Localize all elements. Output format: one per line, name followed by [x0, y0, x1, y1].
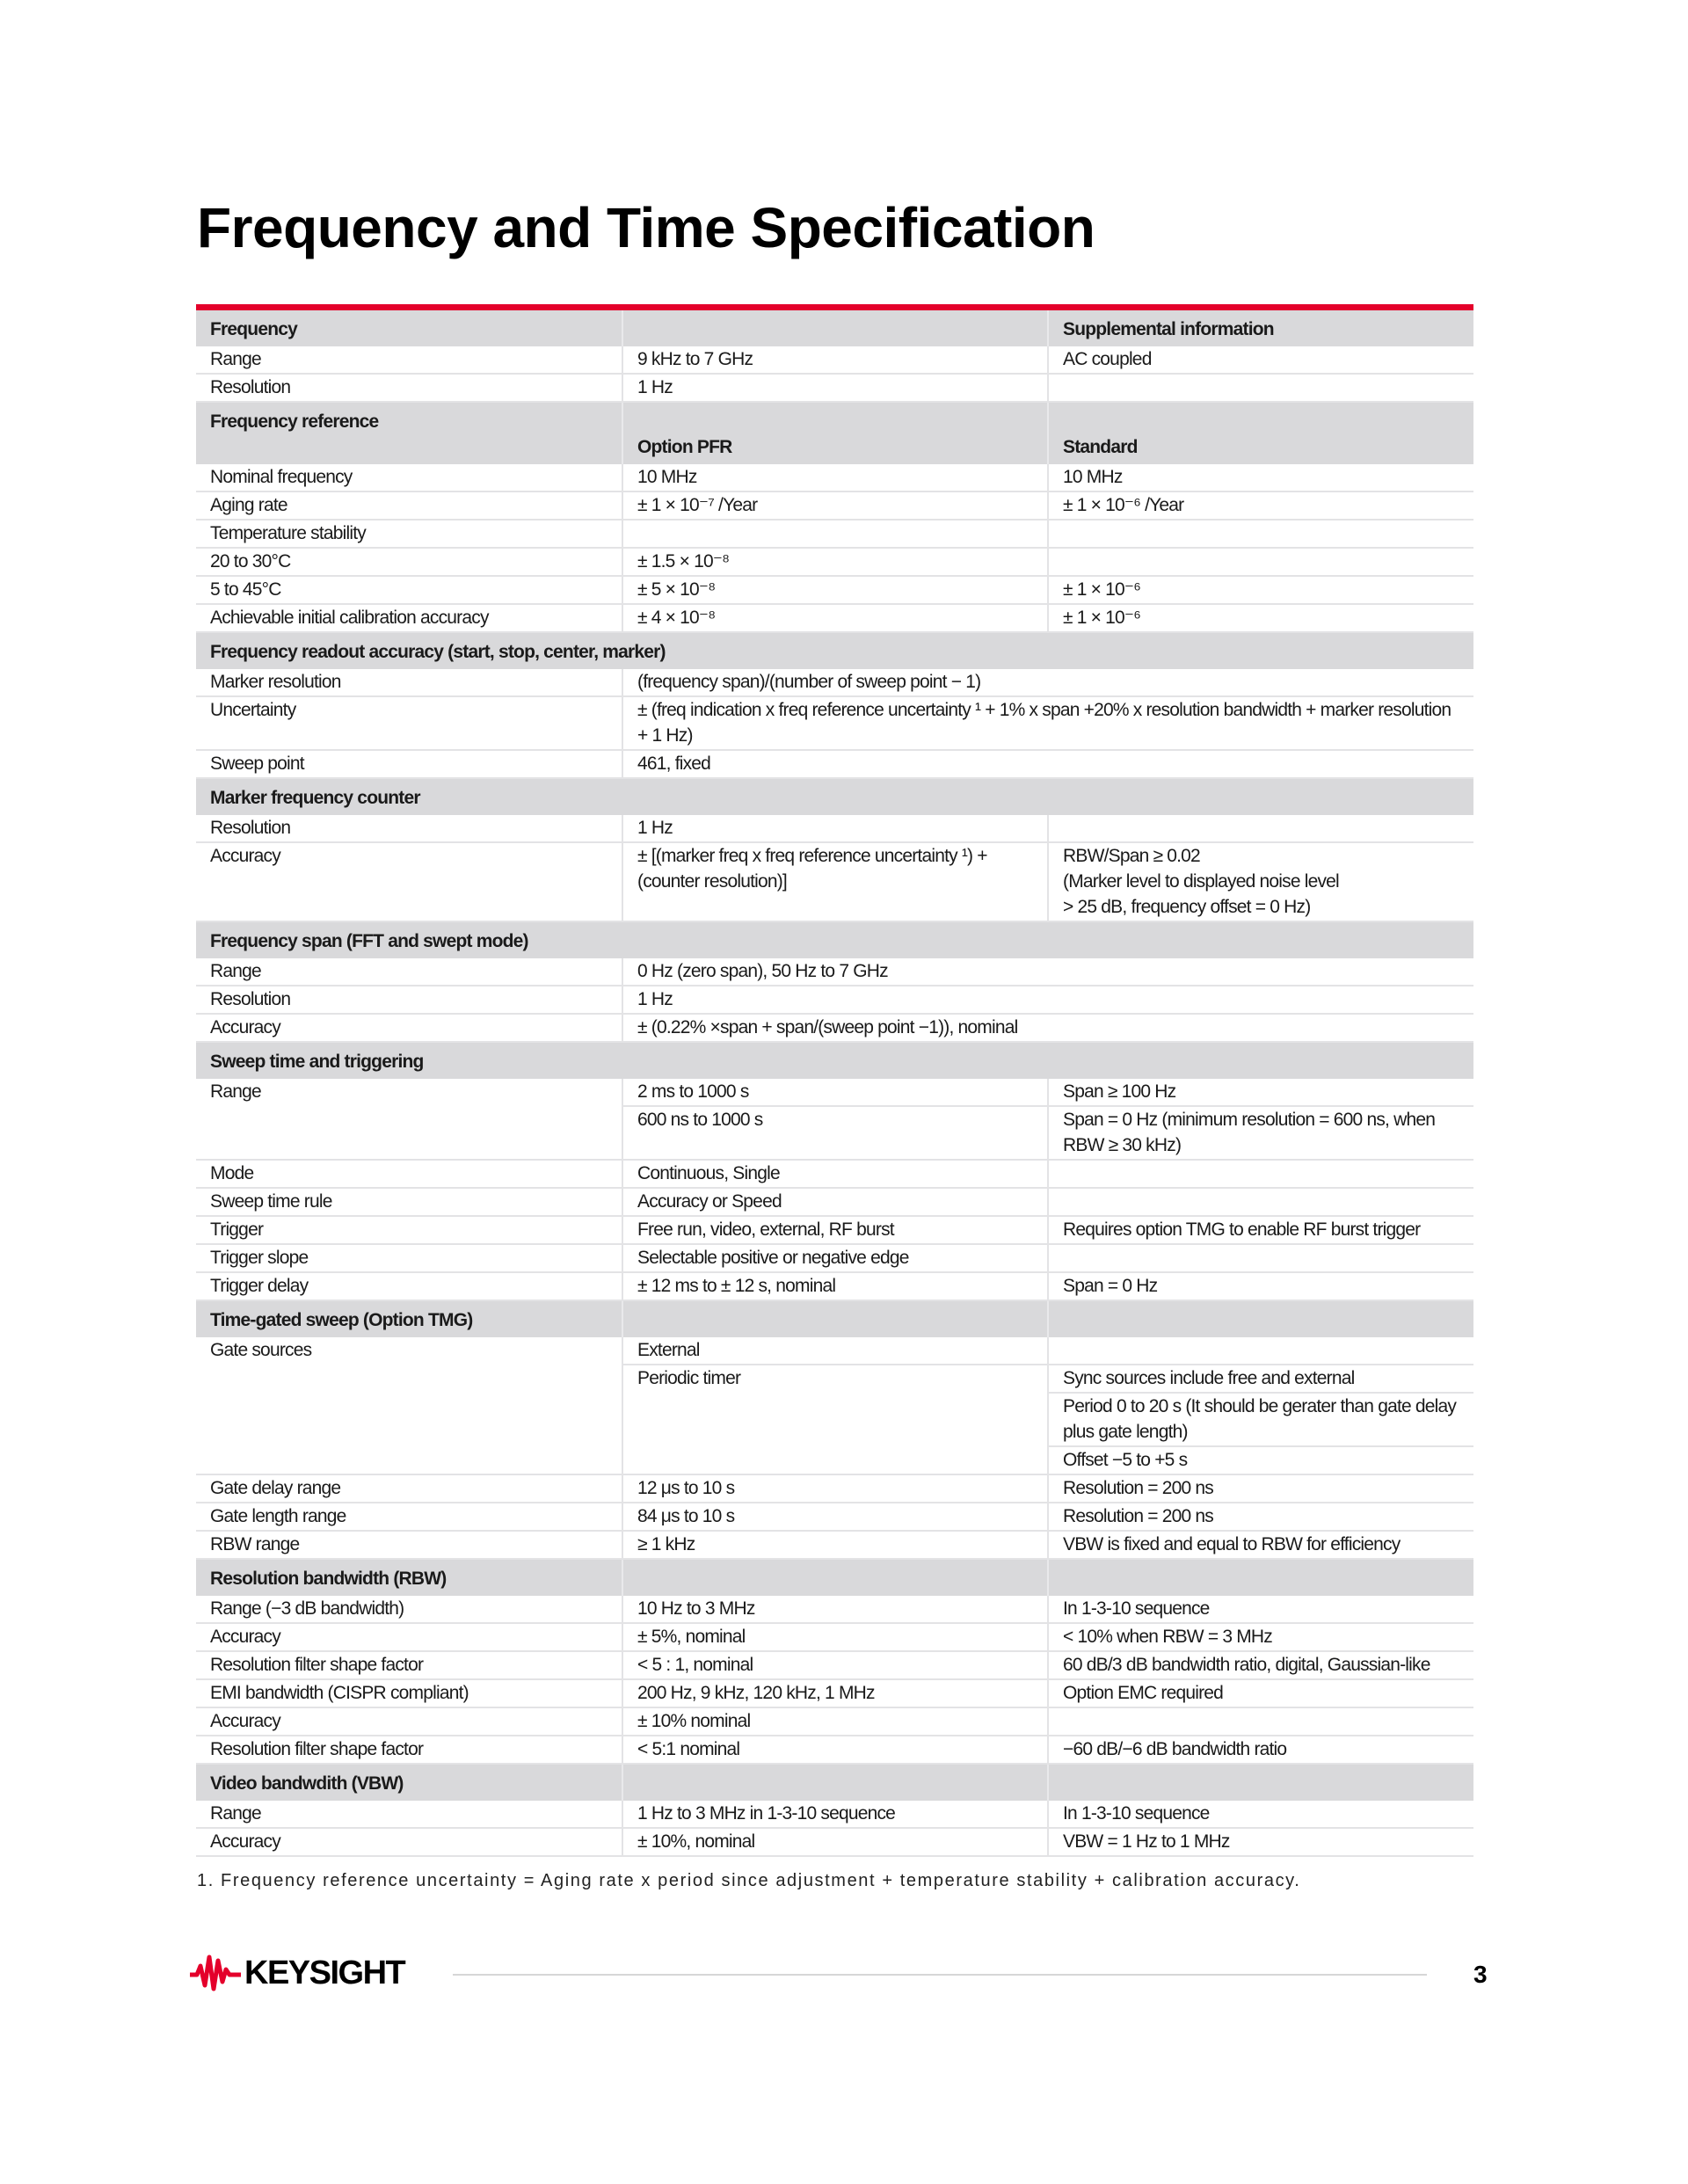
spec-value-cell: 600 ns to 1000 s — [622, 1106, 1048, 1160]
section-header-row — [196, 921, 1473, 958]
table-row — [196, 986, 1473, 1014]
spec-value-cell: ± 1 × 10⁻⁷ /Year — [622, 491, 1048, 520]
supplemental-cell — [1048, 520, 1473, 548]
supplemental-cell: Span = 0 Hz (minimum resolution = 600 ns, when RBW ≥ 30 kHz) — [1048, 1106, 1473, 1160]
supplemental-cell: Resolution = 200 ns — [1048, 1474, 1473, 1503]
table-row — [196, 1446, 1473, 1474]
spec-name-cell: Range (−3 dB bandwidth) — [196, 1596, 622, 1623]
spec-value-cell: 10 Hz to 3 MHz — [622, 1596, 1048, 1623]
supplemental-cell: In 1-3-10 sequence — [1048, 1596, 1473, 1623]
spec-value-cell: 461, fixed — [622, 750, 1473, 778]
footer-divider — [453, 1974, 1427, 1976]
spec-name-cell — [196, 1365, 622, 1393]
table-row — [196, 1707, 1473, 1736]
supplemental-cell: Requires option TMG to enable RF burst trigger — [1048, 1216, 1473, 1244]
spec-value-cell: ± 5 × 10⁻⁸ — [622, 576, 1048, 604]
section-header-row — [196, 1764, 1473, 1801]
section-header-cell: Frequency readout accuracy (start, stop, center, marker) — [196, 632, 1473, 669]
spec-value-cell: Selectable positive or negative edge — [622, 1244, 1048, 1272]
supplemental-cell: ± 1 × 10⁻⁶ /Year — [1048, 491, 1473, 520]
spec-value-cell — [622, 1446, 1048, 1474]
supplemental-cell: Sync sources include free and external — [1048, 1365, 1473, 1393]
spec-value-cell: 1 Hz — [622, 986, 1473, 1014]
supplemental-cell — [1048, 548, 1473, 576]
page-title: Frequency and Time Specification — [197, 196, 1095, 259]
table-row — [196, 576, 1473, 604]
spec-name-cell: Gate sources — [210, 1340, 312, 1360]
spec-name-cell: Aging rate — [196, 491, 622, 520]
keysight-wave-icon — [190, 1954, 241, 1992]
section-header-row — [196, 1300, 1473, 1337]
spec-name-cell: Range — [196, 1801, 622, 1828]
table-row — [196, 750, 1473, 778]
spec-name-cell: Resolution filter shape factor — [196, 1651, 622, 1679]
spec-value-cell: < 5 : 1, nominal — [622, 1651, 1048, 1679]
spec-name-cell: 20 to 30°C — [196, 548, 622, 576]
spec-name-cell: Range — [210, 1081, 261, 1102]
table-row — [196, 1337, 1473, 1365]
table-row — [196, 696, 1473, 750]
table-row — [196, 842, 1473, 921]
section-header-cell: Frequency — [196, 310, 622, 346]
spec-value-cell: Accuracy or Speed — [622, 1188, 1048, 1216]
spec-name-cell: Resolution filter shape factor — [196, 1736, 622, 1764]
spec-name-cell: Temperature stability — [196, 520, 622, 548]
table-row — [196, 1828, 1473, 1856]
table-row — [196, 1623, 1473, 1651]
supplemental-cell — [1048, 1160, 1473, 1188]
section-header-cell — [622, 1300, 1048, 1337]
spec-value-cell: ± (freq indication x freq reference uncertainty ¹ + 1% x span +20% x resolution bandwidth + marker resolution + 1 Hz) — [622, 696, 1473, 750]
spec-name-cell — [196, 1393, 622, 1446]
table-row — [196, 1365, 1473, 1393]
table-row — [196, 1679, 1473, 1707]
table-row — [196, 1474, 1473, 1503]
spec-name-cell: Accuracy — [196, 1623, 622, 1651]
page-footer — [196, 1954, 1497, 1998]
table-row — [196, 1503, 1473, 1531]
spec-name-cell: Accuracy — [196, 1707, 622, 1736]
spec-name-cell: Achievable initial calibration accuracy — [196, 604, 622, 632]
spec-name-cell: Sweep time rule — [196, 1188, 622, 1216]
spec-name-cell: Accuracy — [196, 842, 622, 921]
table-row — [196, 1216, 1473, 1244]
table-row — [196, 1244, 1473, 1272]
spec-name-cell: Trigger delay — [196, 1272, 622, 1300]
keysight-logo — [190, 1954, 404, 1992]
spec-value-cell: ± 4 × 10⁻⁸ — [622, 604, 1048, 632]
spec-value-cell: External — [622, 1337, 1048, 1365]
spec-name-cell: Trigger slope — [196, 1244, 622, 1272]
supplemental-cell — [1048, 374, 1473, 402]
spec-value-cell: ± 5%, nominal — [622, 1623, 1048, 1651]
spec-value-cell: 9 kHz to 7 GHz — [622, 346, 1048, 374]
section-header-cell: Supplemental information — [1048, 310, 1473, 346]
table-row — [196, 1736, 1473, 1764]
supplemental-cell — [1048, 1188, 1473, 1216]
supplemental-cell: 60 dB/3 dB bandwidth ratio, digital, Gaussian-like — [1048, 1651, 1473, 1679]
spec-name-cell: Nominal frequency — [196, 464, 622, 491]
supplemental-cell — [1048, 1337, 1473, 1365]
table-row — [196, 669, 1473, 696]
supplemental-cell: ± 1 × 10⁻⁶ — [1048, 604, 1473, 632]
spec-name-cell — [196, 1106, 622, 1160]
section-header-row — [196, 1559, 1473, 1596]
supplemental-cell: 10 MHz — [1048, 464, 1473, 491]
section-header-cell: Option PFR — [622, 402, 1048, 464]
supplemental-cell: ± 1 × 10⁻⁶ — [1048, 576, 1473, 604]
spec-value-cell — [622, 1393, 1048, 1446]
section-header-cell: Sweep time and triggering — [196, 1042, 1473, 1079]
spec-name-cell: EMI bandwidth (CISPR compliant) — [196, 1679, 622, 1707]
section-header-cell: Frequency span (FFT and swept mode) — [196, 921, 1473, 958]
section-header-cell — [1048, 1559, 1473, 1596]
section-header-row — [196, 310, 1473, 346]
spec-name-cell: Gate length range — [196, 1503, 622, 1531]
spec-name-cell: Marker resolution — [196, 669, 622, 696]
table-row — [196, 1651, 1473, 1679]
table-row — [196, 1531, 1473, 1559]
table-row — [196, 1393, 1473, 1446]
spec-name-cell: Trigger — [196, 1216, 622, 1244]
table-row — [196, 1106, 1473, 1160]
supplemental-cell — [1048, 815, 1473, 842]
section-header-cell — [622, 1559, 1048, 1596]
spec-name-cell: Mode — [196, 1160, 622, 1188]
table-row — [196, 1272, 1473, 1300]
table-row — [196, 374, 1473, 402]
supplemental-cell: In 1-3-10 sequence — [1048, 1801, 1473, 1828]
table-row — [196, 520, 1473, 548]
table-top-accent-bar — [196, 304, 1473, 310]
table-row — [196, 346, 1473, 374]
spec-value-cell: ± 12 ms to ± 12 s, nominal — [622, 1272, 1048, 1300]
page-number: 3 — [1473, 1961, 1488, 1988]
supplemental-cell: < 10% when RBW = 3 MHz — [1048, 1623, 1473, 1651]
supplemental-cell: Resolution = 200 ns — [1048, 1503, 1473, 1531]
section-header-cell — [622, 1764, 1048, 1801]
spec-value-cell: 0 Hz (zero span), 50 Hz to 7 GHz — [622, 958, 1473, 986]
section-header-cell: Marker frequency counter — [196, 778, 1473, 815]
supplemental-cell: VBW = 1 Hz to 1 MHz — [1048, 1828, 1473, 1856]
spec-value-cell: ± [(marker freq x freq reference uncertainty ¹) + (counter resolution)] — [622, 842, 1048, 921]
table-row — [196, 1079, 1473, 1106]
spec-value-cell: Continuous, Single — [622, 1160, 1048, 1188]
footnote: 1. Frequency reference uncertainty = Aging rate x period since adjustment + temperature stability + calibration accuracy. — [197, 1871, 1301, 1890]
table-row — [196, 958, 1473, 986]
spec-value-cell: 1 Hz — [622, 815, 1048, 842]
supplemental-cell — [1048, 1707, 1473, 1736]
section-header-row — [196, 402, 1473, 464]
table-row — [196, 1188, 1473, 1216]
spec-value-cell: 1 Hz to 3 MHz in 1-3-10 sequence — [622, 1801, 1048, 1828]
table-row — [196, 1596, 1473, 1623]
spec-name-cell: 5 to 45°C — [196, 576, 622, 604]
table-row — [196, 1801, 1473, 1828]
spec-value-cell: 200 Hz, 9 kHz, 120 kHz, 1 MHz — [622, 1679, 1048, 1707]
spec-value-cell: ± 1.5 × 10⁻⁸ — [622, 548, 1048, 576]
supplemental-cell: Period 0 to 20 s (It should be gerater than gate delay plus gate length) — [1048, 1393, 1473, 1446]
table-row — [196, 548, 1473, 576]
table-row — [196, 464, 1473, 491]
spec-name-cell: Range — [196, 346, 622, 374]
spec-value-cell: ≥ 1 kHz — [622, 1531, 1048, 1559]
section-header-cell — [622, 310, 1048, 346]
section-header-row — [196, 1042, 1473, 1079]
supplemental-cell: Offset −5 to +5 s — [1048, 1446, 1473, 1474]
spec-name-cell: Gate delay range — [196, 1474, 622, 1503]
spec-value-cell: (frequency span)/(number of sweep point − 1) — [622, 669, 1473, 696]
spec-name-cell: Sweep point — [196, 750, 622, 778]
supplemental-cell — [1048, 1244, 1473, 1272]
spec-name-cell: Accuracy — [196, 1014, 622, 1042]
spec-value-cell: ± 10% nominal — [622, 1707, 1048, 1736]
spec-value-cell — [622, 520, 1048, 548]
spec-value-cell: 1 Hz — [622, 374, 1048, 402]
table-row — [196, 604, 1473, 632]
spec-name-cell: Resolution — [196, 986, 622, 1014]
spec-name-cell: RBW range — [196, 1531, 622, 1559]
section-header-cell — [1048, 1300, 1473, 1337]
spec-value-cell: ± (0.22% ×span + span/(sweep point −1)), nominal — [622, 1014, 1473, 1042]
spec-name-cell: Range — [196, 958, 622, 986]
section-header-row — [196, 778, 1473, 815]
table-row — [196, 1014, 1473, 1042]
spec-name-cell: Resolution — [196, 815, 622, 842]
section-header-cell: Standard — [1048, 402, 1473, 464]
section-header-cell — [1048, 1764, 1473, 1801]
table-row — [196, 815, 1473, 842]
supplemental-cell: VBW is fixed and equal to RBW for efficiency — [1048, 1531, 1473, 1559]
section-header-cell: Video bandwdith (VBW) — [196, 1764, 622, 1801]
spec-value-cell: 12 μs to 10 s — [622, 1474, 1048, 1503]
section-header-cell: Time-gated sweep (Option TMG) — [196, 1300, 622, 1337]
spec-value-cell: 84 μs to 10 s — [622, 1503, 1048, 1531]
spec-name-cell: Uncertainty — [196, 696, 622, 750]
spec-value-cell: ± 10%, nominal — [622, 1828, 1048, 1856]
spec-name-cell: Resolution — [196, 374, 622, 402]
section-header-row — [196, 632, 1473, 669]
spec-table — [196, 310, 1473, 1857]
spec-value-cell: 10 MHz — [622, 464, 1048, 491]
spec-value-cell: Free run, video, external, RF burst — [622, 1216, 1048, 1244]
table-row — [196, 1160, 1473, 1188]
supplemental-cell: AC coupled — [1048, 346, 1473, 374]
supplemental-cell: Span = 0 Hz — [1048, 1272, 1473, 1300]
supplemental-cell: Option EMC required — [1048, 1679, 1473, 1707]
logo-text: KEYSIGHT — [244, 1954, 405, 1991]
spec-value-cell: 2 ms to 1000 s — [622, 1079, 1048, 1106]
section-header-cell: Frequency reference — [196, 402, 622, 464]
supplemental-cell: −60 dB/−6 dB bandwidth ratio — [1048, 1736, 1473, 1764]
spec-value-cell: < 5:1 nominal — [622, 1736, 1048, 1764]
supplemental-cell: Span ≥ 100 Hz — [1048, 1079, 1473, 1106]
table-row — [196, 491, 1473, 520]
spec-value-cell: Periodic timer — [622, 1365, 1048, 1393]
supplemental-cell: RBW/Span ≥ 0.02 (Marker level to displayed noise level > 25 dB, frequency offset = 0 Hz) — [1048, 842, 1473, 921]
spec-name-cell: Accuracy — [196, 1828, 622, 1856]
spec-name-cell — [196, 1446, 622, 1474]
section-header-cell: Resolution bandwidth (RBW) — [196, 1559, 622, 1596]
